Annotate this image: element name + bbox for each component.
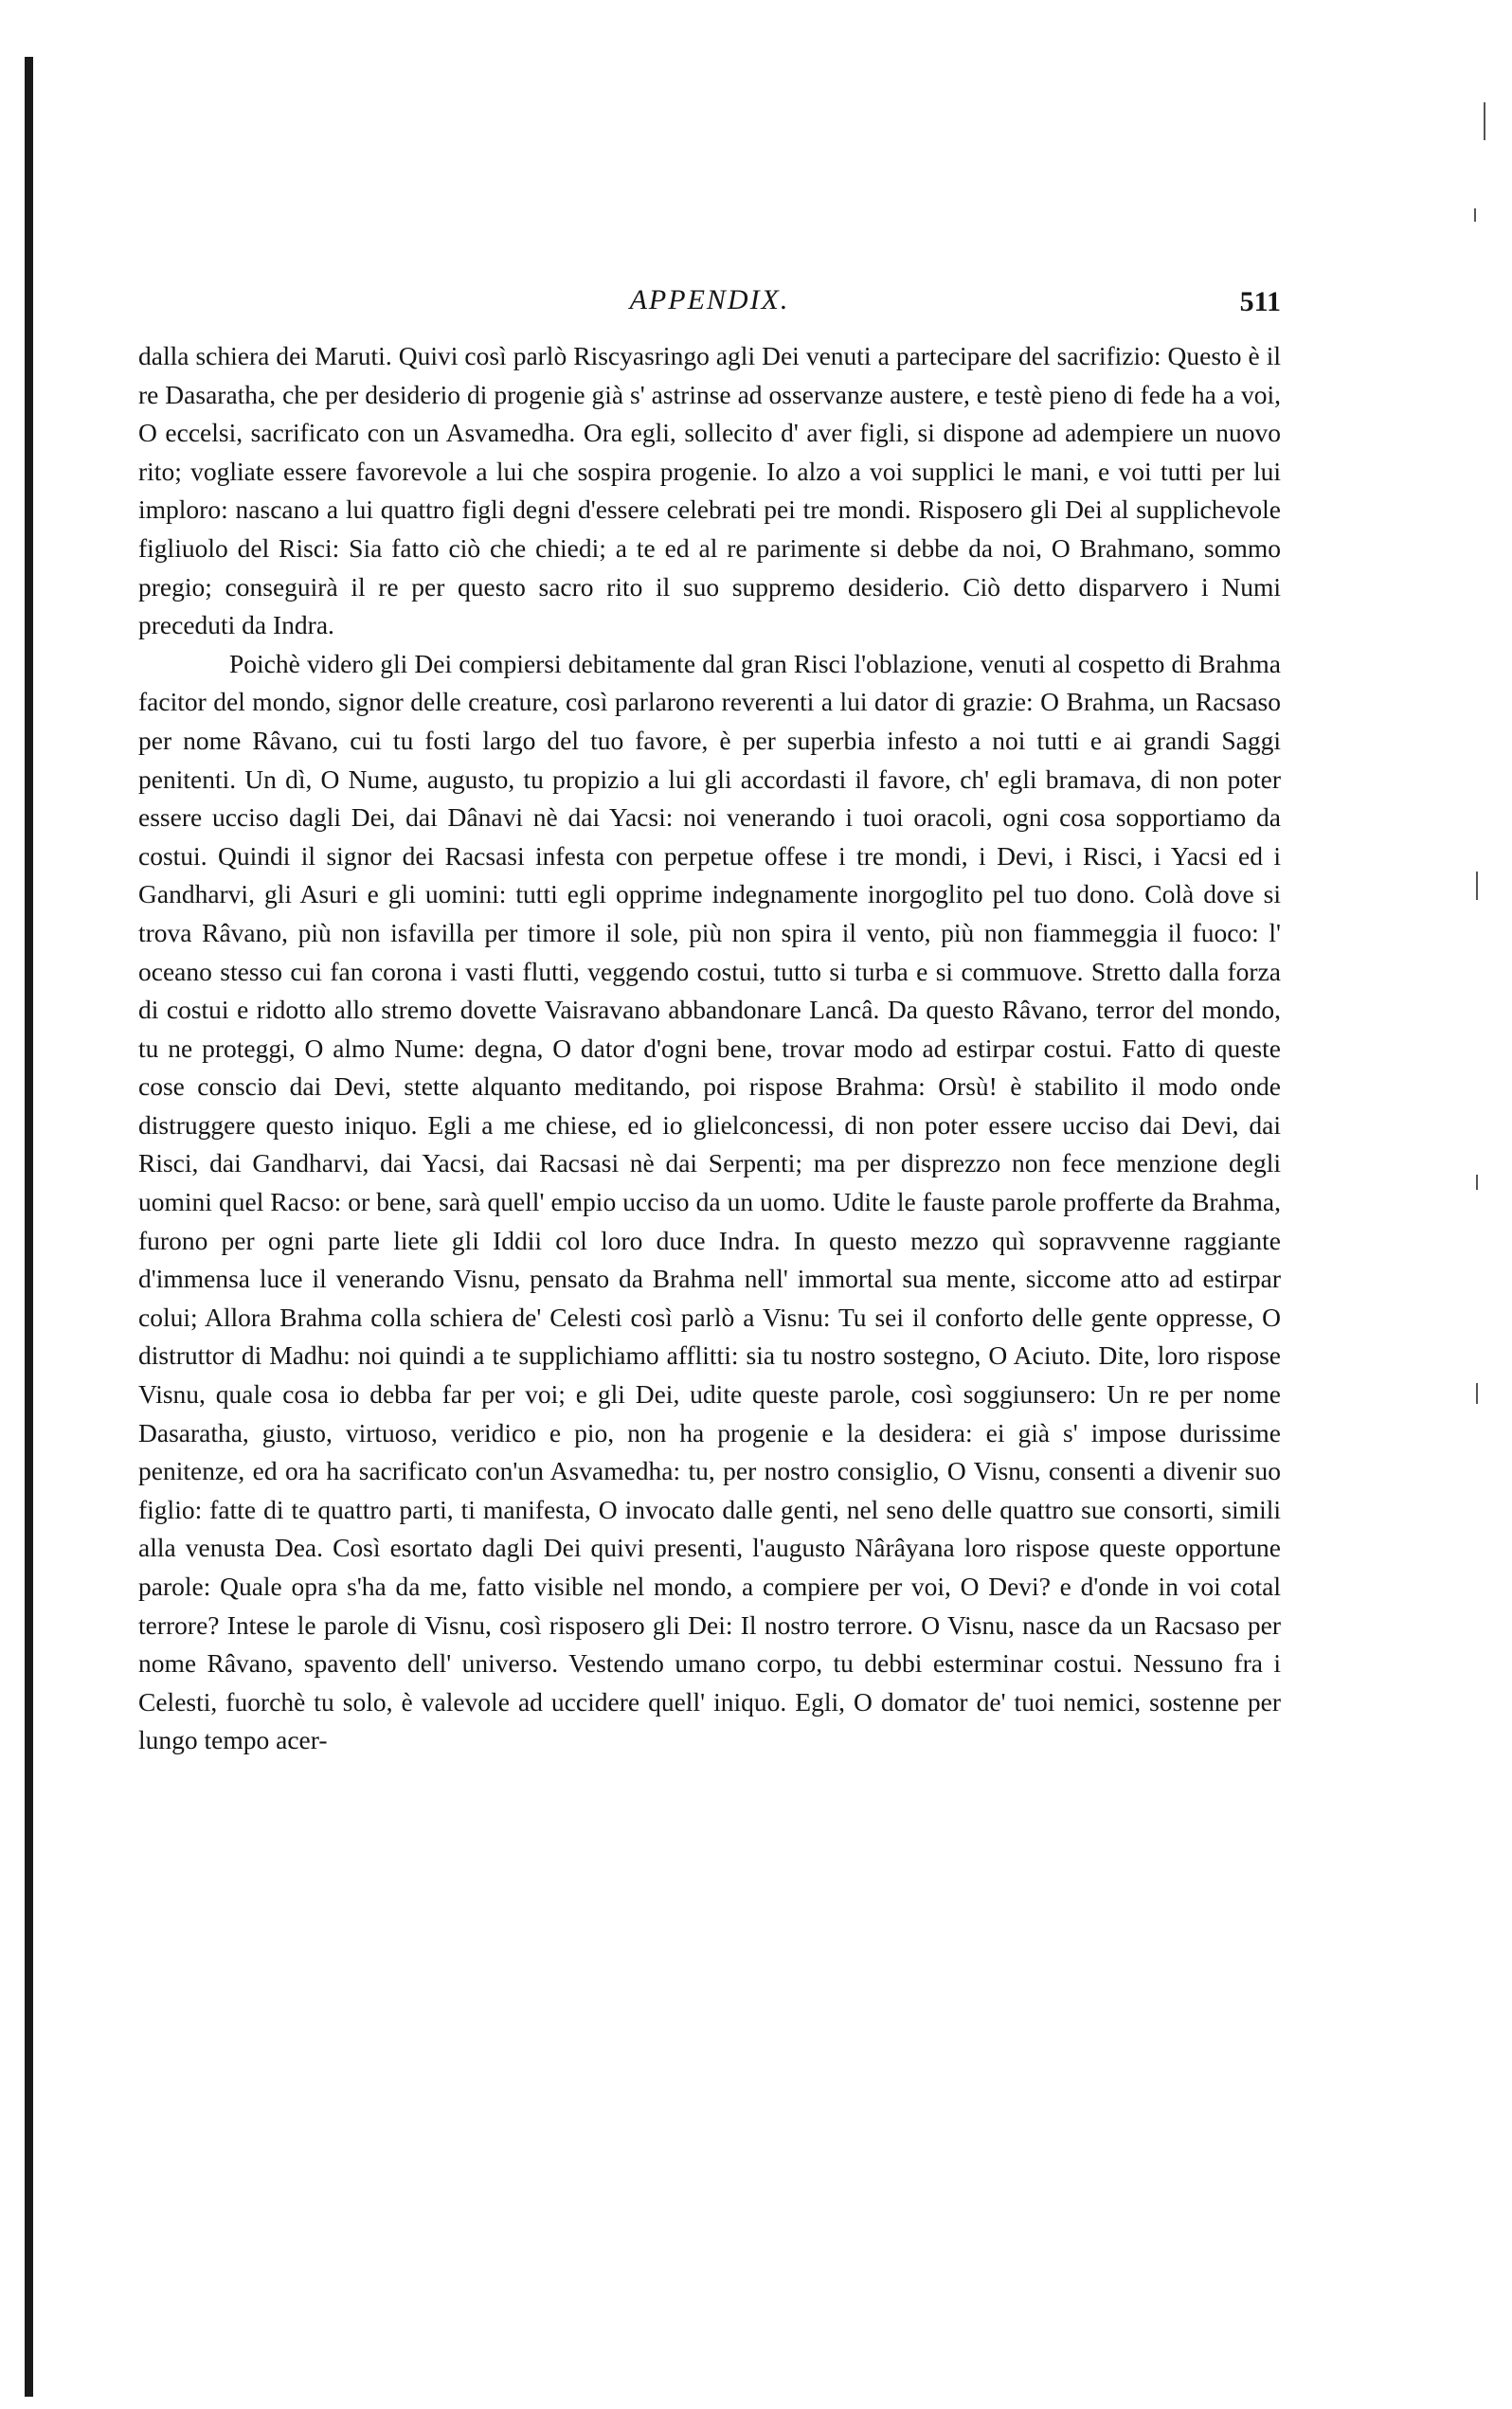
margin-mark: [1474, 208, 1476, 222]
running-head: [138, 284, 1281, 326]
margin-mark: [1476, 1383, 1478, 1404]
paragraph-continuation: dalla schiera dei Maruti. Quivi così parlò Riscyasringo agli Dei venuti a partecipare del sacrifizio: Questo è il re Dasaratha, che per desiderio di progenie già s' astrinse ad osservanze austere, e testè pieno di fede ha a voi, O eccelsi, sacrificato con un Asvamedha. Ora egli, sollecito d' aver figli, si dispone ad adempiere un nuovo rito; vogliate essere favorevole a lui che sospira progenie. Io alzo a voi supplici le mani, e voi tutti per lui imploro: nascano a lui quattro figli degni d'essere celebrati pei tre mondi. Risposero gli Dei al supplichevole figliuolo del Risci: Sia fatto ciò che chiedi; a te ed al re parimente si debbe da noi, O Brahmano, sommo pregio; conseguirà il re per questo sacro rito il suo suppremo desiderio. Ciò detto disparvero i Numi preceduti da Indra.: [138, 341, 1281, 640]
running-title: APPENDIX.: [629, 284, 790, 315]
page-number: 511: [1239, 286, 1281, 317]
book-page: [138, 284, 1281, 1760]
scan-edge: [25, 57, 33, 2397]
body-text: [138, 337, 1281, 1760]
margin-mark: [1484, 102, 1485, 140]
margin-mark: [1476, 1175, 1478, 1190]
margin-mark: [1476, 872, 1478, 900]
paragraph: Poichè videro gli Dei compiersi debitamente dal gran Risci l'oblazione, venuti al cospetto di Brahma facitor del mondo, signor delle creature, così parlarono reverenti a lui dator di grazie: O Brahma, un Racsaso per nome Râvano, cui tu fosti largo del tuo favore, è per superbia infesto a noi tutti e ai grandi Saggi penitenti. Un dì, O Nume, augusto, tu propizio a lui gli accordasti il favore, ch' egli bramava, di non poter essere ucciso dagli Dei, dai Dânavi nè dai Yacsi: noi venerando i tuoi oracoli, ogni cosa sopportiamo da costui. Quindi il signor dei Racsasi infesta con perpetue offese i tre mondi, i Devi, i Risci, i Yacsi ed i Gandharvi, gli Asuri e gli uomini: tutti egli opprime indegnamente inorgoglito pel tuo dono. Colà dove si trova Râvano, più non isfavilla per timore il sole, più non spira il vento, più non fiammeggia il fuoco: l' oceano stesso cui fan corona i vasti flutti, veggendo costui, tutto si turba e si commuove. Stretto dalla forza di costui e ridotto allo stremo dovette Vaisravano abbandonare Lancâ. Da questo Râvano, terror del mondo, tu ne proteggi, O almo Nume: degna, O dator d'ogni bene, trovar modo ad estirpar costui. Fatto di queste cose conscio dai Devi, stette alquanto meditando, poi rispose Brahma: Orsù! è stabilito il modo onde distruggere questo iniquo. Egli a me chiese, ed io glielconcessi, di non poter essere ucciso dai Devi, dai Risci, dai Gandharvi, dai Yacsi, dai Racsasi nè dai Serpenti; ma per disprezzo non fece menzione degli uomini quel Racso: or bene, sarà quell' empio ucciso da un uomo. Udite le fauste parole profferte da Brahma, furono per ogni parte liete gli Iddii col loro duce Indra. In questo mezzo quì sopravvenne raggiante d'immensa luce il venerando Visnu, pensato da Brahma nell' immortal sua mente, siccome atto ad estirpar colui; Allora Brahma colla schiera de' Celesti così parlò a Visnu: Tu sei il conforto delle gente oppresse, O distruttor di Madhu: noi quindi a te supplichiamo afflitti: sia tu nostro sostegno, O Aciuto. Dite, loro rispose Visnu, quale cosa io debba far per voi; e gli Dei, udite queste parole, così soggiunsero: Un re per nome Dasaratha, giusto, virtuoso, veridico e pio, non ha progenie e la desidera: ei già s' impose durissime penitenze, ed ora ha sacrificato con'un Asvamedha: tu, per nostro consiglio, O Visnu, consenti a divenir suo figlio: fatte di te quattro parti, ti manifesta, O invocato dalle genti, nel seno delle quattro sue consorti, simili alla venusta Dea. Così esortato dagli Dei quivi presenti, l'augusto Nârâyana loro rispose queste opportune parole: Quale opra s'ha da me, fatto visible nel mondo, a compiere per voi, O Devi? e d'onde in voi cotal terrore? Intese le parole di Visnu, così risposero gli Dei: Il nostro terrore. O Visnu, nasce da un Racsaso per nome Râvano, spavento dell' universo. Vestendo umano corpo, tu debbi esterminar costui. Nessuno fra i Celesti, fuorchè tu solo, è valevole ad uccidere quell' iniquo. Egli, O domator de' tuoi nemici, sostenne per lungo tempo acer-: [138, 648, 1281, 1755]
